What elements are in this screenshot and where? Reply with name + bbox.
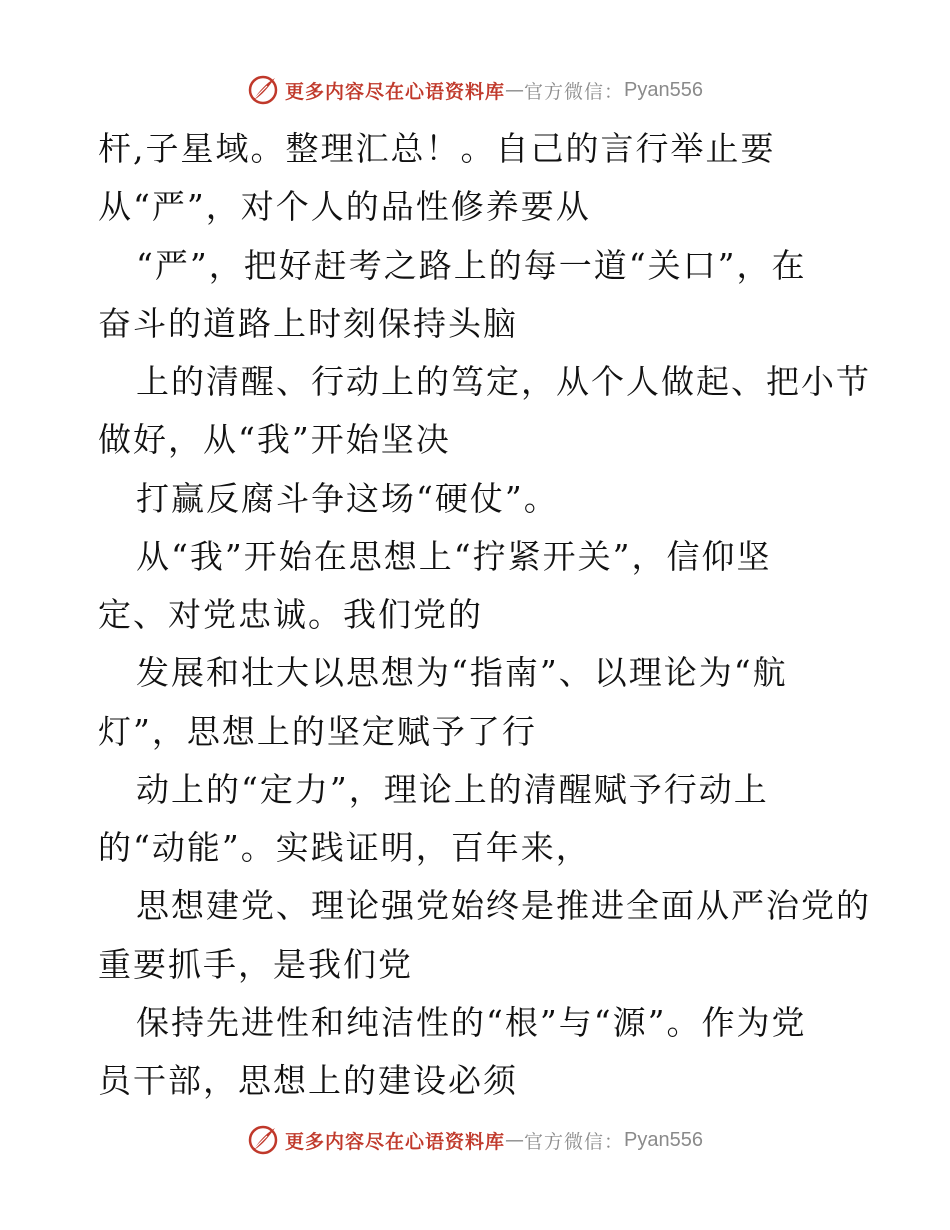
watermark-wechat-label: 官方微信： <box>524 80 625 103</box>
body-line: 灯”，思想上的坚定赋予了行 <box>98 712 537 751</box>
body-line: 的“动能”。实践证明，百年来， <box>98 828 591 867</box>
watermark-wechat-label: 官方微信： <box>524 1130 625 1153</box>
body-line: 保持先进性和纯洁性的“根”与“源”。作为党 <box>136 1003 807 1042</box>
body-line: 员干部，思想上的建设必须 <box>98 1061 518 1100</box>
watermark-separator: — <box>505 79 525 101</box>
body-line: 做好，从“我”开始坚决 <box>98 420 451 459</box>
body-line: 发展和壮大以思想为“指南”、以理论为“航 <box>136 653 788 692</box>
body-line: 奋斗的道路上时刻保持头脑 <box>98 304 518 343</box>
body-line: 重要抓手，是我们党 <box>98 945 413 984</box>
feather-pen-logo-icon <box>247 1124 279 1156</box>
body-line: “严”，把好赶考之路上的每一道“关口”，在 <box>136 246 807 285</box>
watermark-site-text: 更多内容尽在心语资料库 <box>285 80 506 103</box>
watermark-site-text: 更多内容尽在心语资料库 <box>285 1130 506 1153</box>
body-line: 从“我”开始在思想上“拧紧开关”，信仰坚 <box>136 537 772 576</box>
body-line: 从“严”，对个人的品性修养要从 <box>98 187 591 226</box>
header-watermark <box>0 70 950 110</box>
footer-watermark <box>0 1120 950 1160</box>
body-line: 上的清醒、行动上的笃定，从个人做起、把小节 <box>136 362 871 401</box>
watermark-separator: — <box>505 1129 525 1151</box>
body-line: 定、对党忠诚。我们党的 <box>98 595 483 634</box>
body-line: 打赢反腐斗争这场“硬仗”。 <box>136 479 559 518</box>
body-line: 动上的“定力”，理论上的清醒赋予行动上 <box>136 770 769 809</box>
feather-pen-logo-icon <box>247 74 279 106</box>
body-line: 思想建党、理论强党始终是推进全面从严治党的 <box>136 886 871 925</box>
watermark-wechat-id: Pyan556 <box>624 78 703 101</box>
watermark-wechat-id: Pyan556 <box>624 1128 703 1151</box>
body-line: 杆,子星域。整理汇总！。自己的言行举止要 <box>98 129 776 168</box>
